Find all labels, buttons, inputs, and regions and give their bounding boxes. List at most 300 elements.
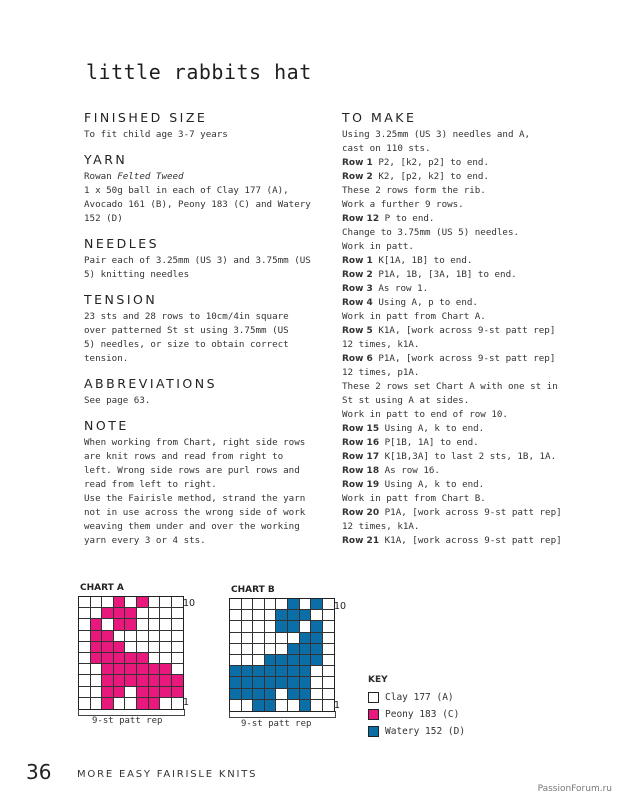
chart-cell-empty: [311, 610, 323, 621]
chart-cell-empty: [311, 666, 323, 677]
chart-cell-filled: [253, 666, 265, 677]
instruction-line: [342, 394, 604, 408]
instruction-text: K[1B,3A] to last 2 sts, 1B, 1A.: [379, 451, 557, 462]
chart-cell-filled: [300, 677, 312, 688]
chart-b-top-row-number: 10: [334, 601, 347, 612]
instruction-text: Using A, k to end.: [379, 479, 485, 490]
chart-cell-empty: [323, 599, 335, 610]
instruction-text: P[1B, 1A] to end.: [379, 437, 479, 448]
chart-cell-empty: [242, 644, 254, 655]
chart-cell-filled: [300, 700, 312, 711]
instruction-text: K[1A, 1B] to end.: [372, 255, 473, 266]
chart-cell-filled: [91, 619, 103, 630]
chart-cell-empty: [149, 642, 161, 653]
chart-cell-filled: [242, 677, 254, 688]
instruction-line: [342, 240, 604, 254]
chart-cell-filled: [102, 642, 114, 653]
color-key: [368, 675, 465, 740]
text-line: Avocado 161 (B), Peony 183 (C) and Watery: [84, 199, 311, 210]
text-line: read from left to right.: [84, 479, 217, 490]
instruction-line: [342, 310, 604, 324]
chart-cell-filled: [91, 653, 103, 664]
chart-cell-filled: [91, 642, 103, 653]
finished-size-section: [84, 110, 324, 142]
row-label: Row 1: [342, 256, 373, 266]
chart-cell-empty: [102, 597, 114, 608]
instruction-text: P2, [k2, p2] to end.: [372, 157, 489, 168]
chart-cell-filled: [311, 599, 323, 610]
section-heading: ABBREVIATIONS: [84, 376, 218, 391]
instruction-text: K1A, [work across 9-st patt rep]: [372, 325, 556, 336]
chart-cell-empty: [311, 677, 323, 688]
section-heading: YARN: [84, 152, 128, 167]
swatch-peony: [368, 709, 379, 720]
text-line: are knit rows and read from right to: [84, 451, 284, 462]
chart-cell-empty: [253, 599, 265, 610]
instruction-text: St st using A at sides.: [342, 395, 470, 406]
chart-cell-empty: [230, 633, 242, 644]
chart-b-bottom-row-number: 1: [334, 700, 341, 711]
chart-cell-filled: [242, 666, 254, 677]
chart-cell-empty: [230, 610, 242, 621]
chart-cell-empty: [276, 700, 288, 711]
chart-cell-filled: [137, 597, 149, 608]
chart-cell-empty: [91, 608, 103, 619]
chart-cell-empty: [265, 610, 277, 621]
text-line: not in use across the wrong side of work: [84, 507, 306, 518]
chart-cell-filled: [125, 619, 137, 630]
instruction-line: [342, 254, 604, 268]
instruction-text: These 2 rows set Chart A with one st in: [342, 381, 558, 392]
chart-cell-filled: [160, 664, 172, 675]
chart-cell-empty: [137, 631, 149, 642]
chart-cell-filled: [311, 621, 323, 632]
chart-cell-filled: [230, 689, 242, 700]
chart-cell-filled: [288, 599, 300, 610]
row-label: Row 12: [342, 214, 380, 224]
instruction-line: [342, 324, 604, 338]
instruction-line: [342, 268, 604, 282]
row-label: Row 19: [342, 480, 380, 490]
book-title: MORE EASY FAIRISLE KNITS: [77, 769, 258, 780]
instruction-text: P1A, 1B, [3A, 1B] to end.: [372, 269, 517, 280]
chart-cell-empty: [160, 653, 172, 664]
chart-cell-filled: [276, 621, 288, 632]
text-line: To fit child age 3-7 years: [84, 129, 228, 140]
instruction-line: [342, 226, 604, 240]
text-line: over patterned St st using 3.75mm (US: [84, 325, 289, 336]
instruction-line: [342, 212, 604, 226]
chart-cell-filled: [149, 675, 161, 686]
chart-cell-filled: [311, 633, 323, 644]
chart-cell-empty: [125, 642, 137, 653]
chart-cell-filled: [114, 642, 126, 653]
chart-cell-filled: [137, 664, 149, 675]
chart-cell-filled: [265, 655, 277, 666]
chart-cell-filled: [265, 700, 277, 711]
chart-cell-empty: [79, 619, 91, 630]
chart-cell-filled: [137, 687, 149, 698]
swatch-watery: [368, 726, 379, 737]
text-line: yarn every 3 or 4 sts.: [84, 535, 206, 546]
chart-cell-empty: [149, 608, 161, 619]
instruction-line: [342, 534, 604, 548]
instruction-text: P1A, [work across 9-st patt rep]: [379, 507, 562, 518]
chart-cell-filled: [137, 653, 149, 664]
row-label: Row 3: [342, 284, 373, 294]
chart-cell-filled: [114, 619, 126, 630]
chart-cell-empty: [79, 698, 91, 709]
instruction-text: 12 times, k1A.: [342, 521, 420, 532]
chart-cell-filled: [102, 664, 114, 675]
section-heading: FINISHED SIZE: [84, 110, 208, 125]
chart-cell-filled: [172, 675, 184, 686]
instruction-text: Work in patt from Chart B.: [342, 493, 486, 504]
chart-a-repeat-bracket: [78, 709, 185, 716]
section-heading: NOTE: [84, 418, 129, 433]
row-label: Row 1: [342, 158, 373, 168]
chart-cell-empty: [253, 610, 265, 621]
instruction-line: [342, 338, 604, 352]
row-label: Row 6: [342, 354, 373, 364]
chart-cell-filled: [253, 700, 265, 711]
instruction-text: Work a further 9 rows.: [342, 199, 464, 210]
abbreviations-lines: [84, 394, 324, 408]
chart-b-repeat-bracket: [229, 711, 336, 718]
text-line: Rowan Felted Tweed: [84, 171, 184, 182]
chart-cell-filled: [288, 610, 300, 621]
chart-cell-empty: [288, 633, 300, 644]
chart-cell-empty: [323, 677, 335, 688]
chart-cell-empty: [79, 608, 91, 619]
chart-cell-empty: [79, 675, 91, 686]
chart-cell-empty: [242, 655, 254, 666]
instruction-line: [342, 184, 604, 198]
chart-cell-filled: [137, 675, 149, 686]
chart-cell-empty: [242, 610, 254, 621]
tension-section: [84, 292, 324, 366]
finished-size-lines: [84, 128, 324, 142]
chart-cell-empty: [323, 666, 335, 677]
instruction-text: P1A, [work across 9-st patt rep]: [372, 353, 556, 364]
instruction-text: These 2 rows form the rib.: [342, 185, 486, 196]
chart-cell-empty: [149, 619, 161, 630]
chart-cell-empty: [230, 599, 242, 610]
chart-cell-filled: [230, 666, 242, 677]
text-line: tension.: [84, 353, 129, 364]
instruction-line: [342, 478, 604, 492]
chart-cell-empty: [91, 675, 103, 686]
chart-cell-empty: [160, 631, 172, 642]
chart-cell-filled: [114, 687, 126, 698]
instruction-line: [342, 520, 604, 534]
text-line: 1 x 50g ball in each of Clay 177 (A),: [84, 185, 289, 196]
chart-cell-filled: [300, 610, 312, 621]
chart-cell-filled: [300, 644, 312, 655]
chart-a-grid: [78, 596, 184, 710]
note-section: [84, 418, 324, 548]
chart-cell-empty: [253, 655, 265, 666]
text-line: left. Wrong side rows are purl rows and: [84, 465, 300, 476]
instruction-text: Work in patt.: [342, 241, 414, 252]
text-line: See page 63.: [84, 395, 151, 406]
instruction-line: [342, 170, 604, 184]
chart-cell-empty: [242, 700, 254, 711]
chart-cell-filled: [114, 597, 126, 608]
instruction-text: P to end.: [379, 213, 435, 224]
chart-cell-filled: [102, 687, 114, 698]
key-label: Watery 152 (D): [385, 726, 466, 737]
to-make-heading: TO MAKE: [342, 110, 417, 125]
chart-cell-empty: [323, 700, 335, 711]
key-label: Clay 177 (A): [385, 692, 454, 703]
chart-cell-filled: [300, 666, 312, 677]
chart-cell-empty: [79, 631, 91, 642]
instruction-text: As row 16.: [379, 465, 440, 476]
chart-a-bottom-row-number: 1: [183, 697, 190, 708]
chart-cell-empty: [114, 631, 126, 642]
key-title: KEY: [368, 675, 388, 685]
chart-cell-filled: [265, 666, 277, 677]
chart-cell-empty: [160, 597, 172, 608]
chart-cell-filled: [288, 689, 300, 700]
needles-lines: [84, 254, 324, 282]
chart-cell-empty: [91, 698, 103, 709]
chart-cell-empty: [311, 689, 323, 700]
chart-cell-empty: [160, 608, 172, 619]
chart-cell-filled: [160, 675, 172, 686]
chart-a-top-row-number: 10: [183, 598, 196, 609]
chart-cell-empty: [323, 633, 335, 644]
chart-cell-empty: [125, 698, 137, 709]
chart-cell-empty: [172, 631, 184, 642]
section-heading: TENSION: [84, 292, 158, 307]
chart-cell-empty: [230, 644, 242, 655]
chart-cell-filled: [114, 664, 126, 675]
chart-cell-empty: [323, 644, 335, 655]
swatch-clay: [368, 692, 379, 703]
chart-cell-empty: [91, 664, 103, 675]
chart-cell-empty: [79, 653, 91, 664]
row-label: Row 21: [342, 536, 380, 546]
instruction-text: Work in patt to end of row 10.: [342, 409, 508, 420]
instruction-line: [342, 464, 604, 478]
chart-cell-empty: [125, 631, 137, 642]
row-label: Row 5: [342, 326, 373, 336]
chart-cell-filled: [149, 664, 161, 675]
chart-b-grid: [229, 598, 335, 712]
section-heading: NEEDLES: [84, 236, 160, 251]
instruction-line: [342, 282, 604, 296]
chart-cell-empty: [276, 644, 288, 655]
chart-cell-empty: [323, 621, 335, 632]
chart-cell-empty: [160, 619, 172, 630]
chart-cell-empty: [91, 687, 103, 698]
key-label: Peony 183 (C): [385, 709, 460, 720]
chart-b-repeat-label: 9-st patt rep: [241, 719, 312, 729]
chart-cell-filled: [114, 653, 126, 664]
chart-cell-empty: [288, 700, 300, 711]
instruction-line: [342, 506, 604, 520]
chart-cell-empty: [253, 633, 265, 644]
chart-cell-empty: [300, 599, 312, 610]
watermark: PassionForum.ru: [537, 784, 612, 794]
chart-cell-filled: [91, 631, 103, 642]
chart-cell-filled: [276, 655, 288, 666]
instruction-line: [342, 422, 604, 436]
chart-cell-empty: [79, 642, 91, 653]
chart-cell-filled: [114, 675, 126, 686]
instruction-text: Using A, p to end.: [372, 297, 478, 308]
chart-cell-empty: [276, 599, 288, 610]
row-label: Row 20: [342, 508, 380, 518]
row-label: Row 17: [342, 452, 380, 462]
abbreviations-section: [84, 376, 324, 408]
chart-cell-filled: [276, 610, 288, 621]
instruction-line: [342, 450, 604, 464]
text-line: 5) needles, or size to obtain correct: [84, 339, 289, 350]
chart-cell-empty: [160, 698, 172, 709]
chart-cell-filled: [125, 664, 137, 675]
chart-cell-filled: [265, 689, 277, 700]
chart-cell-empty: [149, 653, 161, 664]
chart-cell-filled: [102, 631, 114, 642]
row-label: Row 2: [342, 172, 373, 182]
chart-cell-filled: [125, 653, 137, 664]
chart-cell-filled: [160, 687, 172, 698]
chart-cell-empty: [276, 689, 288, 700]
instruction-line: [342, 408, 604, 422]
chart-cell-empty: [79, 687, 91, 698]
text-line: Use the Fairisle method, strand the yarn: [84, 493, 306, 504]
instruction-text: Using A, k to end.: [379, 423, 485, 434]
yarn-lines: [84, 170, 324, 226]
note-lines: [84, 436, 324, 548]
chart-cell-filled: [300, 633, 312, 644]
instruction-line: [342, 492, 604, 506]
to-make-instructions: [342, 128, 604, 548]
row-label: Row 16: [342, 438, 380, 448]
chart-cell-filled: [102, 675, 114, 686]
text-line: 152 (D): [84, 213, 123, 224]
left-column: [84, 110, 324, 558]
chart-cell-empty: [230, 700, 242, 711]
chart-cell-empty: [265, 633, 277, 644]
key-item-peony: [368, 706, 465, 723]
instruction-text: 12 times, p1A.: [342, 367, 420, 378]
chart-cell-empty: [311, 700, 323, 711]
chart-cell-empty: [230, 655, 242, 666]
chart-cell-empty: [265, 644, 277, 655]
page-number: 36: [26, 760, 52, 784]
chart-cell-empty: [91, 597, 103, 608]
chart-cell-empty: [137, 608, 149, 619]
chart-cell-filled: [253, 677, 265, 688]
chart-cell-filled: [300, 655, 312, 666]
chart-b-label: CHART B: [231, 585, 275, 595]
chart-cell-filled: [288, 666, 300, 677]
chart-cell-empty: [125, 597, 137, 608]
instruction-line: [342, 366, 604, 380]
chart-cell-filled: [288, 677, 300, 688]
instruction-line: [342, 352, 604, 366]
chart-cell-filled: [149, 698, 161, 709]
chart-cell-filled: [311, 644, 323, 655]
chart-cell-empty: [323, 689, 335, 700]
chart-cell-filled: [242, 689, 254, 700]
row-label: Row 4: [342, 298, 373, 308]
chart-cell-filled: [288, 621, 300, 632]
chart-cell-filled: [137, 698, 149, 709]
chart-cell-empty: [149, 597, 161, 608]
tension-lines: [84, 310, 324, 366]
instruction-text: cast on 110 sts.: [342, 143, 431, 154]
chart-a-label: CHART A: [80, 583, 124, 593]
chart-cell-filled: [125, 608, 137, 619]
chart-cell-empty: [253, 621, 265, 632]
chart-cell-empty: [242, 633, 254, 644]
key-item-watery: [368, 723, 465, 740]
needles-section: [84, 236, 324, 282]
instruction-line: [342, 198, 604, 212]
chart-cell-empty: [230, 621, 242, 632]
chart-cell-empty: [265, 599, 277, 610]
chart-cell-filled: [102, 653, 114, 664]
chart-cell-filled: [253, 689, 265, 700]
chart-cell-empty: [172, 619, 184, 630]
chart-cell-empty: [172, 698, 184, 709]
chart-cell-empty: [172, 653, 184, 664]
chart-cell-filled: [125, 675, 137, 686]
chart-cell-filled: [276, 677, 288, 688]
chart-cell-empty: [300, 621, 312, 632]
instruction-text: K1A, [work across 9-st patt rep]: [379, 535, 562, 546]
chart-cell-filled: [230, 677, 242, 688]
text-line: 5) knitting needles: [84, 269, 190, 280]
chart-cell-empty: [137, 619, 149, 630]
chart-cell-empty: [323, 610, 335, 621]
instruction-text: K2, [p2, k2] to end.: [372, 171, 489, 182]
chart-cell-empty: [323, 655, 335, 666]
chart-cell-empty: [172, 664, 184, 675]
chart-cell-empty: [160, 642, 172, 653]
chart-cell-empty: [79, 597, 91, 608]
instruction-line: [342, 296, 604, 310]
instruction-text: Work in patt from Chart A.: [342, 311, 486, 322]
instruction-line: [342, 128, 604, 142]
chart-cell-empty: [79, 664, 91, 675]
chart-cell-filled: [288, 644, 300, 655]
instruction-text: 12 times, k1A.: [342, 339, 420, 350]
text-line: weaving them under and over the working: [84, 521, 300, 532]
chart-cell-empty: [265, 621, 277, 632]
row-label: Row 18: [342, 466, 380, 476]
chart-cell-empty: [253, 644, 265, 655]
chart-cell-filled: [265, 677, 277, 688]
chart-cell-empty: [172, 642, 184, 653]
chart-cell-filled: [172, 687, 184, 698]
text-line: When working from Chart, right side rows: [84, 437, 306, 448]
instruction-line: [342, 142, 604, 156]
instruction-text: Change to 3.75mm (US 5) needles.: [342, 227, 520, 238]
chart-cell-filled: [102, 608, 114, 619]
right-column: [342, 110, 604, 548]
row-label: Row 15: [342, 424, 380, 434]
chart-cell-empty: [242, 599, 254, 610]
chart-cell-empty: [114, 698, 126, 709]
page-title: little rabbits hat: [86, 60, 312, 84]
chart-cell-empty: [172, 597, 184, 608]
